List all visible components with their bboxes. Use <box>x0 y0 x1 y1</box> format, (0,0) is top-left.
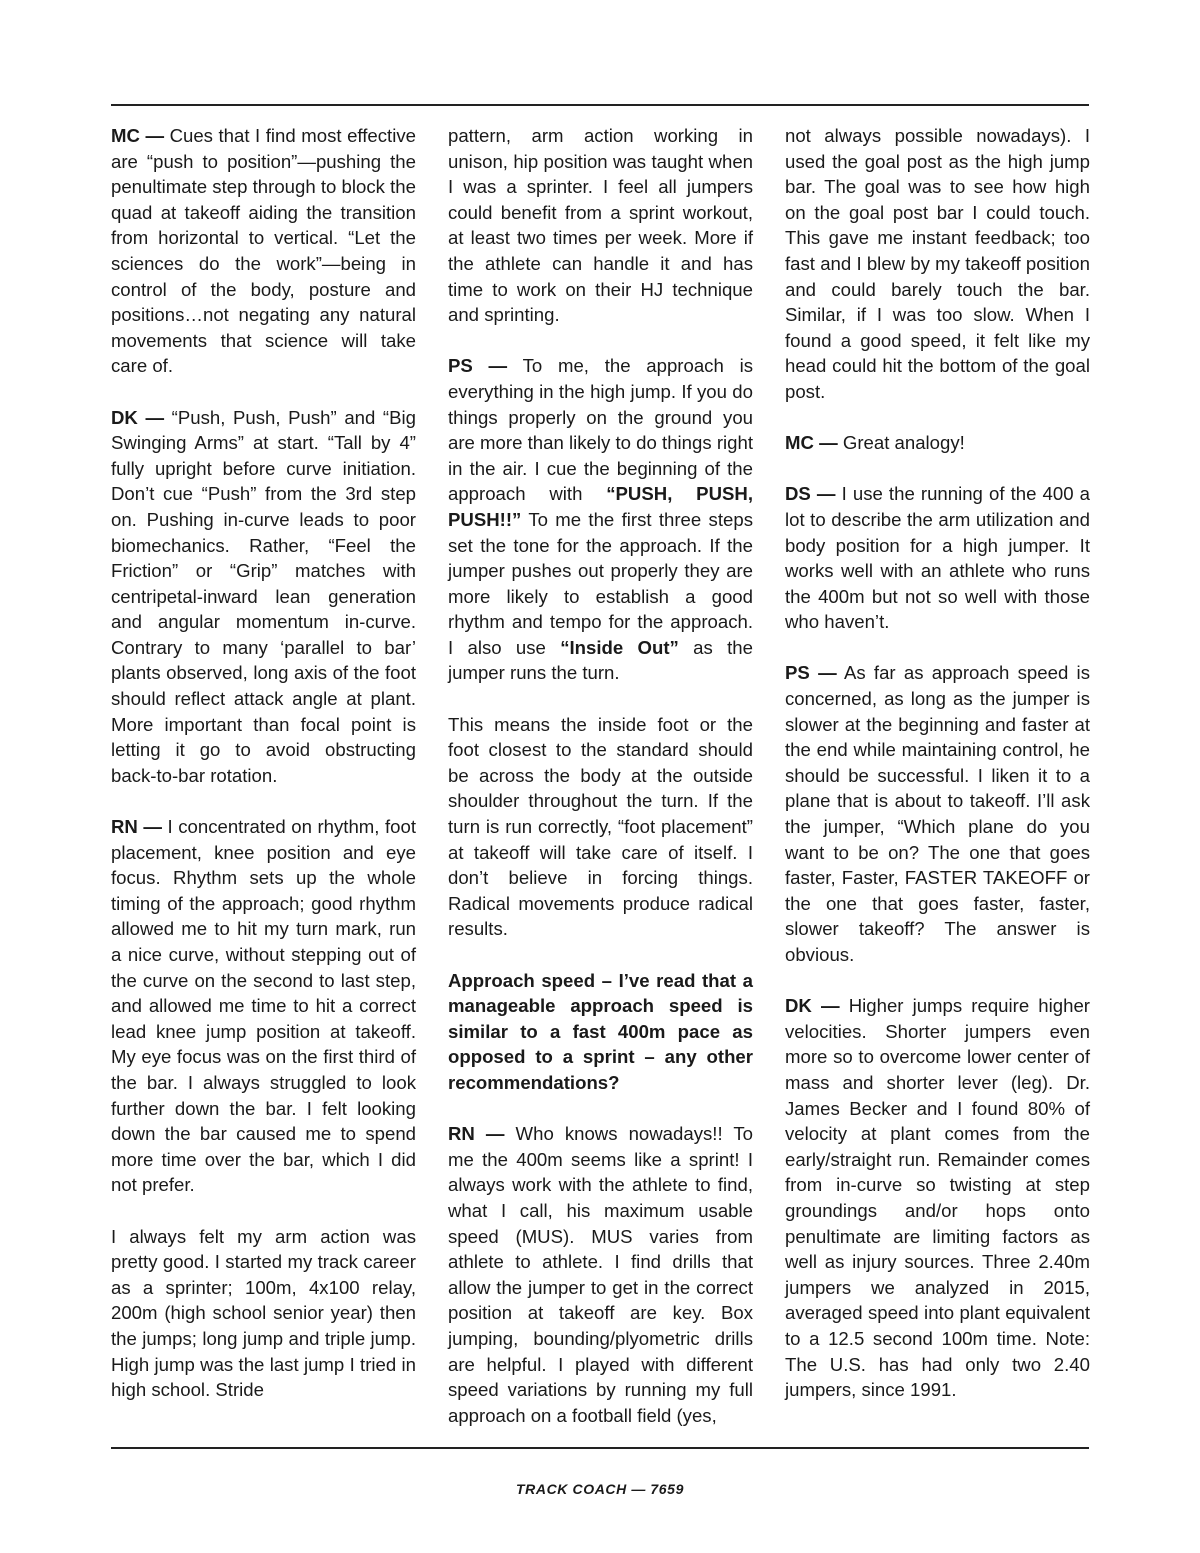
paragraph-rn-rhythm <box>111 814 416 1198</box>
paragraph-text: Cues that I find most effective are “push to position”—pushing the penultimate step through to block the quad at takeoff aiding the transition from horizontal to vertical. “Let the sciences do the work”—being in control of the body, posture and positions…not negating any natural movements that science will take care of. <box>111 125 416 377</box>
paragraph-text: I use the running of the 400 a lot to describe the arm utilization and body position for a high jumper. It works well with an athlete who runs the 400m but not so well with those who haven’t. <box>785 483 1090 633</box>
speaker-label: DK — <box>785 995 840 1017</box>
paragraph-mc-analogy <box>785 430 1090 456</box>
paragraph-text: To me, the approach is everything in the high jump. If you do things properly on the ground you are more than likely to do things right in the air. I cue the beginning of the approach with <box>448 355 753 505</box>
paragraph-text: not always possible nowadays). I used the goal post as the high jump bar. The goal was to see how high on the goal post bar I could touch. This gave me instant feedback; too fast and I blew by my takeoff position and could barely touch the bar. Similar, if I was too slow. When I found a good speed, it felt like my head could hit the bottom of the goal post. <box>785 125 1090 402</box>
paragraph-stride-pattern <box>448 123 753 328</box>
paragraph-dk-velocities <box>785 993 1090 1403</box>
column-1 <box>111 123 416 1428</box>
paragraph-text: To me the first three steps set the tone for the approach. If the jumper pushes out properly they are more likely to establish a good rhythm and tempo for the approach. I also use <box>448 508 753 658</box>
paragraph-dk-push <box>111 405 416 789</box>
paragraph-mc-cues <box>111 123 416 379</box>
question-approach-speed: Approach speed – I’ve read that a manageable approach speed is similar to a fast 400m pace as opposed to a sprint – any other recommendations? <box>448 969 753 1093</box>
paragraph-goal-post <box>785 123 1090 405</box>
speaker-label: MC — <box>111 125 165 146</box>
paragraph-text: pattern, arm action working in unison, hip position was taught when I was a sprinter. I feel all jumpers could benefit from a sprint workout, at least two times per week. More if the athlete can handle it and has time to work on their HJ technique and sprinting. <box>448 125 753 326</box>
paragraph-text: Who knows nowadays!! To me the 400m seems like a sprint! I always work with the athlete to find, what I call, his maximum usable speed (MUS). MUS varies from athlete to athlete. I find drills that allow the jumper to get in the correct position at takeoff are key. Box jumping, bounding/plyometric drills are helpful. I played with different speed variations by running my full approach on a football field (yes, <box>448 1123 753 1426</box>
speaker-label: DS — <box>785 483 836 505</box>
paragraph-text: as the jumper runs the turn. <box>448 636 753 684</box>
top-rule <box>111 104 1089 106</box>
paragraph-text: I concentrated on rhythm, foot placement, knee position and eye focus. Rhythm sets up the whole timing of the approach; good rhythm allowed me to hit my turn mark, run a nice curve, without stepping out of the curve on the second to last step, and allowed me time to hit a correct lead knee jump position at takeoff. My eye focus was on the first third of the bar. I always struggled to look further down the bar. I felt looking down the bar caused me to spend more time over the bar, which I did not prefer. <box>111 816 416 1196</box>
paragraph-text: Higher jumps require higher velocities. Shorter jumpers even more so to overcome lower center of mass and shorter lever (leg). Dr. James Becker and I found 80% of velocity at plant comes from the early/straight run. Remainder comes from in-curve so twisting at step groundings and/or hops onto penultimate are limiting factors as well as injury sources. Three 2.40m jumpers we analyzed in 2015, averaged speed into plant equivalent to a 12.5 second 100m time. Note: The U.S. has had only two 2.40 jumpers, since 1991. <box>785 995 1090 1401</box>
page-footer: TRACK COACH — 7659 <box>516 1481 684 1497</box>
paragraph-arm-action <box>111 1224 416 1403</box>
column-2 <box>448 123 753 1454</box>
speaker-label: PS — <box>448 355 508 377</box>
paragraph-text: This means the inside foot or the foot closest to the standard should be across the body at the outside shoulder throughout the turn. If the turn is run correctly, “foot placement” at takeoff will take care of itself. I don’t believe in forcing things. Radical movements produce radical results. <box>448 713 753 940</box>
column-3 <box>785 123 1090 1428</box>
speaker-label: DK — <box>111 406 165 428</box>
paragraph-text: I always felt my arm action was pretty good. I started my track career as a sprinter; 100m, 4x100 relay, 200m (high school senior year) then the jumps; long jump and triple jump. High jump was the last jump I tried in high school. Stride <box>111 1225 416 1401</box>
paragraph-rn-nowadays <box>448 1121 753 1428</box>
paragraph-ps-approach <box>448 353 753 686</box>
speaker-label: RN — <box>448 1123 505 1145</box>
paragraph-text: Great analogy! <box>837 432 965 454</box>
paragraph-text: As far as approach speed is concerned, as long as the jumper is slower at the beginning and faster at the end while maintaining control, he should be successful. I liken it to a plane that is about to takeoff. I’ll ask the jumper, “Which plane do you want to be on? The one that goes faster, Faster, FASTER TAKEOFF or the one that goes faster, faster, slower takeoff? The answer is obvious. <box>785 662 1090 965</box>
bottom-rule <box>111 1447 1089 1449</box>
paragraph-ds-400 <box>785 481 1090 635</box>
paragraph-text: “Push, Push, Push” and “Big Swinging Arms” at start. “Tall by 4” fully upright before curve initiation. Don’t cue “Push” from the 3rd step on. Pushing in-curve leads to poor biomechanics. Rather, “Feel the Friction” or “Grip” matches with centripetal-inward lean generation and angular momentum in-curve. Contrary to many ‘parallel to bar’ plants observed, long axis of the foot should reflect attack angle at plant. More important than focal point is letting it go to avoid obstructing back-to-bar rotation. <box>111 406 416 786</box>
speaker-label: MC — <box>785 432 838 454</box>
bold-cue-push: “PUSH, PUSH, PUSH!!” <box>448 483 753 530</box>
bold-cue-inside-out: “Inside Out” <box>560 636 679 658</box>
paragraph-inside-foot <box>448 712 753 942</box>
paragraph-ps-plane <box>785 660 1090 967</box>
speaker-label: RN — <box>111 816 162 838</box>
speaker-label: PS — <box>785 662 837 684</box>
